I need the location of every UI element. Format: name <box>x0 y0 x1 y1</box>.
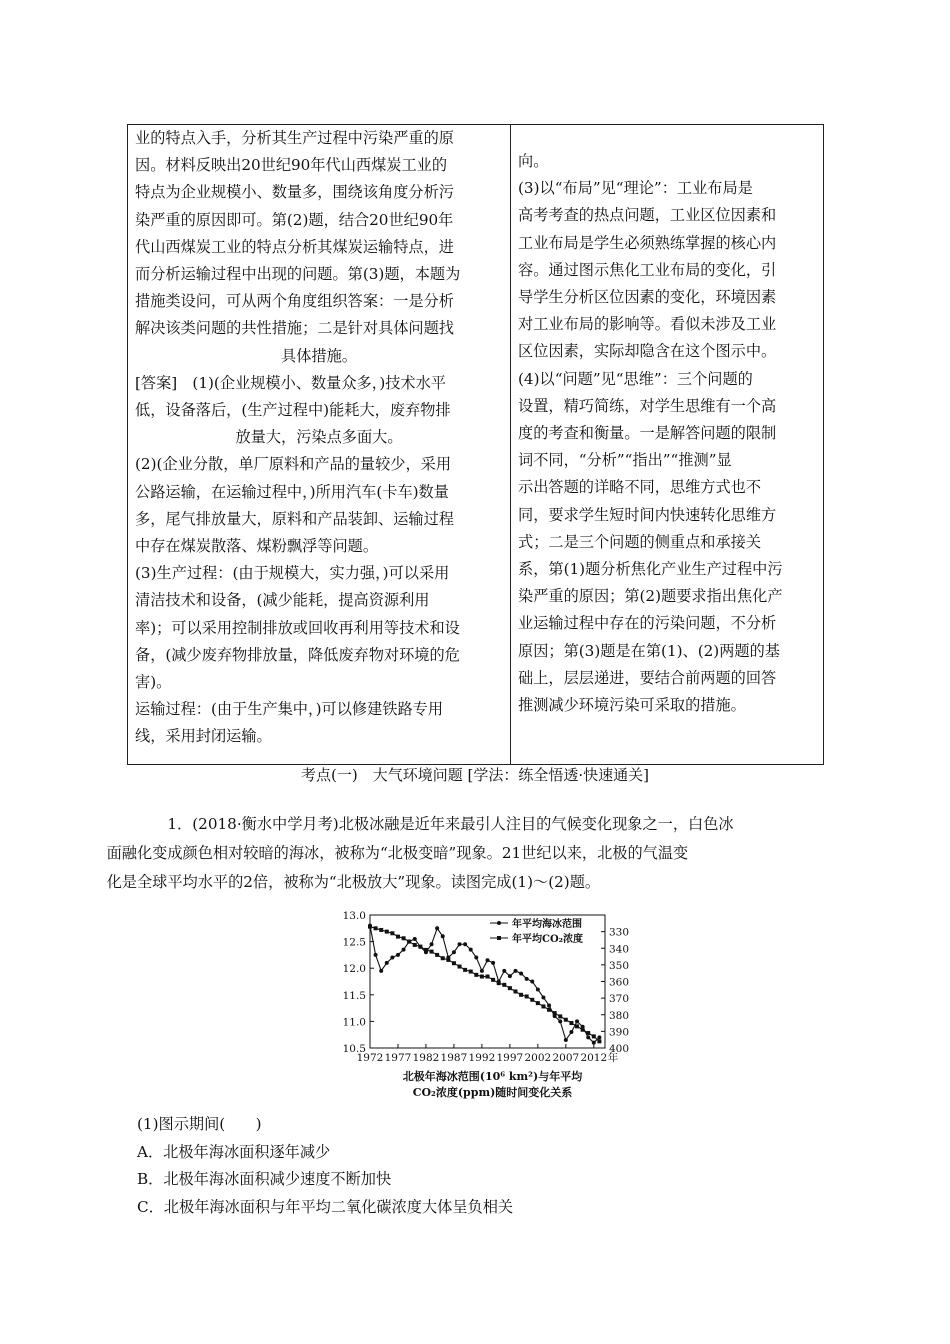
sea-ice-point <box>430 942 434 946</box>
table-left-line: 因。材料反映出20世纪90年代山西煤炭工业的 <box>135 156 448 175</box>
table-left-line: 率)；可以采用控制排放或回收再利用等技术和设 <box>135 618 460 637</box>
left-axis-tick-label: 12.5 <box>342 936 366 949</box>
co2-point <box>547 1008 551 1012</box>
table-left-line: 低，设备落后，(生产过程中)能耗大，废弃物排 <box>135 401 451 420</box>
table-right-line: 导学生分析区位因素的变化，环境因素 <box>518 288 777 307</box>
table-left-line: (2)(企业分散，单厂原料和产品的量较少，采用 <box>135 455 452 474</box>
table-right-line: 对工业布局的影响等。看似未涉及工业 <box>518 315 777 334</box>
co2-point <box>402 936 406 940</box>
sea-ice-point <box>374 953 378 957</box>
question-intro <box>106 810 827 897</box>
co2-point <box>592 1034 596 1038</box>
co2-point <box>536 1001 540 1005</box>
sea-ice-point <box>402 948 406 952</box>
co2-point <box>558 1014 562 1018</box>
table-left-line: 备，(减少废弃物排放量，降低废弃物对环境的危 <box>135 645 460 664</box>
co2-point <box>379 928 383 932</box>
table-left-column <box>128 125 511 764</box>
left-axis-tick-label: 10.5 <box>342 1043 366 1055</box>
co2-point <box>519 993 523 997</box>
table-left-line: 放量大，污染点多面大。 <box>235 428 403 447</box>
co2-point <box>463 968 467 972</box>
table-right-line: 染严重的原因；第(2)题要求指出焦化产 <box>518 587 783 606</box>
table-left-line: [答案] (1)(企业规模小、数量众多，)技术水平 <box>135 373 446 392</box>
table-right-line: 工业布局是学生必须熟练掌握的核心内 <box>518 233 777 252</box>
legend-label: 年平均海冰范围 <box>512 919 582 930</box>
table-right-line: 示出答题的详略不同，思维方式也不 <box>518 478 761 497</box>
table-left-line: 清洁技术和设备，(减少能耗，提高资源利用 <box>135 591 430 610</box>
sea-ice-point <box>435 926 439 930</box>
sea-ice-point <box>558 1019 562 1023</box>
chart-svg <box>320 905 640 1105</box>
sub-question-1: (1)图示期间( ) <box>137 1115 262 1133</box>
co2-point <box>569 1021 573 1025</box>
x-axis-tick-label: 1982 <box>412 1052 440 1064</box>
x-axis-tick-label: 1972 <box>356 1052 384 1064</box>
table-left-line: 染严重的原因即可。第(2)题，结合20世纪90年 <box>135 210 454 229</box>
table-right-line: 向。 <box>518 152 549 170</box>
x-axis-tick-label: 1987 <box>440 1052 468 1064</box>
co2-point <box>581 1028 585 1032</box>
co2-point <box>564 1018 568 1022</box>
co2-point <box>491 978 495 982</box>
co2-point <box>502 983 506 987</box>
sea-ice-point <box>530 980 534 984</box>
sea-ice-point <box>486 958 490 962</box>
sea-ice-point <box>519 972 523 976</box>
co2-point <box>497 981 501 985</box>
co2-point <box>469 970 473 974</box>
co2-point <box>441 956 445 960</box>
co2-point <box>407 940 411 944</box>
sea-ice-point <box>508 974 512 978</box>
x-axis-tick-label: 2007 <box>552 1052 580 1064</box>
table-left-line: 运输过程：(由于生产集中，)可以修建铁路专用 <box>135 700 444 719</box>
legend-marker-circle <box>497 921 501 925</box>
table-right-line: 容。通过图示焦化工业布局的变化，引 <box>518 260 777 279</box>
co2-point <box>508 986 512 990</box>
co2-point <box>424 948 428 952</box>
co2-point <box>597 1039 601 1043</box>
sea-ice-point <box>491 961 495 965</box>
right-axis-tick-label: 330 <box>609 926 630 939</box>
co2-point <box>553 1011 557 1015</box>
x-axis-tick-label: 1997 <box>496 1052 524 1064</box>
right-axis-tick-label: 370 <box>609 993 630 1006</box>
chart-caption-line-1: 北极年海冰范围(10⁶ km²)与年平均 <box>402 1070 583 1083</box>
sea-ice-point <box>396 953 400 957</box>
table-left-line: 解决该类问题的共性措施；二是针对具体问题找 <box>135 319 454 338</box>
sea-ice-point <box>458 942 462 946</box>
sea-ice-point <box>480 969 484 973</box>
question-intro-line-2: 面融化变成颜色相对较暗的海冰，被称为“北极变暗”现象。21世纪以来，北极的气温变 <box>106 844 689 862</box>
table-right-line: 础上，层层递进，要结合前两题的回答 <box>518 668 777 687</box>
x-axis-tick-label: 2002 <box>524 1052 552 1064</box>
table-right-line: 式；二是三个问题的侧重点和承接关 <box>518 532 761 551</box>
table-left-line: 措施类设问，可从两个角度组织答案：一是分析 <box>135 292 454 311</box>
co2-point <box>430 950 434 954</box>
co2-point <box>513 989 517 993</box>
right-axis-tick-label: 390 <box>609 1026 630 1039</box>
right-axis-tick-label: 340 <box>609 943 630 956</box>
sea-ice-point <box>592 1041 596 1045</box>
table-right-line: 词不同，“分析”“指出”“推测”显 <box>518 451 732 470</box>
sea-ice-point <box>525 977 529 981</box>
sea-ice-point <box>463 942 467 946</box>
table-left-line: 多，尾气排放量大，原料和产品装卸、运输过程 <box>135 509 454 528</box>
table-right-line: (4)以“问题”见“思维”：三个问题的 <box>518 369 753 388</box>
sea-ice-point <box>541 995 545 999</box>
option-a[interactable]: A．北极年海冰面积逐年减少 <box>137 1143 331 1161</box>
sea-ice-point <box>379 969 383 973</box>
sea-ice-point <box>441 934 445 938</box>
table-right-line: 推测减少环境污染可采取的措施。 <box>518 696 746 715</box>
x-axis-unit: 年 <box>607 1052 619 1064</box>
co2-point <box>390 931 394 935</box>
co2-point <box>435 953 439 957</box>
sea-ice-point <box>569 1030 573 1034</box>
question-intro-line-3: 化是全球平均水平的2倍，被称为“北极放大”现象。读图完成(1)～(2)题。 <box>106 873 601 891</box>
sea-ice-point <box>413 937 417 941</box>
left-axis-tick-label: 11.5 <box>342 989 366 1002</box>
right-axis-tick-label: 350 <box>609 959 630 972</box>
co2-point <box>474 973 478 977</box>
table-right-line: 区位因素，实际却隐含在这个图示中。 <box>518 342 777 361</box>
co2-point <box>575 1024 579 1028</box>
left-axis-tick-label: 11.0 <box>342 1016 366 1029</box>
table-left-line: 中存在煤炭散落、煤粉飘浮等问题。 <box>135 537 378 556</box>
section-title: 考点(一) 大气环境问题 [学法：练全悟透·快速通关] <box>301 766 649 784</box>
right-axis-tick-label: 360 <box>609 976 630 989</box>
right-axis-tick-label: 400 <box>609 1043 630 1055</box>
table-left-line: 特点为企业规模小、数量多，围绕该角度分析污 <box>135 183 454 202</box>
table-right-line: 高考考查的热点问题，工业区位因素和 <box>518 206 777 225</box>
explanation-table <box>127 124 824 765</box>
table-left-line: (3)生产过程：(由于规模大，实力强，)可以采用 <box>135 564 450 583</box>
table-left-line: 具体措施。 <box>281 346 357 365</box>
co2-point <box>452 961 456 965</box>
right-axis-tick-label: 380 <box>609 1009 630 1022</box>
sea-ice-point <box>586 1035 590 1039</box>
table-right-line: 设置，精巧简练，对学生思维有一个高 <box>518 396 777 415</box>
table-right-line: 原因；第(3)题是在第(1)、(2)两题的基 <box>518 641 780 660</box>
table-left-line: 害)。 <box>135 673 172 692</box>
question-intro-line-1: 1．(2018·衡水中学月考)北极冰融是近年来最引人注目的气候变化现象之一，白色冰 <box>167 815 734 833</box>
table-left-line: 代山西煤炭工业的特点分析其煤炭运输特点，进 <box>135 237 454 256</box>
table-right-line: 业运输过程中存在的污染问题，不分析 <box>518 614 777 633</box>
left-axis-tick-label: 13.0 <box>342 910 366 922</box>
sea-ice-point <box>547 1003 551 1007</box>
sea-ice-point <box>536 987 540 991</box>
legend-marker-square <box>497 936 501 940</box>
sea-ice-point <box>390 956 394 960</box>
table-right-line: 同，要求学生短时间内快速转化思维方 <box>518 505 777 524</box>
co2-point <box>396 935 400 939</box>
legend-label: 年平均CO₂浓度 <box>512 934 584 945</box>
co2-point <box>541 1004 545 1008</box>
co2-point <box>480 975 484 979</box>
co2-point <box>525 994 529 998</box>
option-b[interactable]: B．北极年海冰面积减少速度不断加快 <box>137 1170 392 1188</box>
sea-ice-point <box>385 961 389 965</box>
table-right-line: 度的考查和衡量。一是解答问题的限制 <box>518 424 777 443</box>
co2-point <box>418 945 422 949</box>
sea-ice-point <box>474 956 478 960</box>
co2-point <box>374 926 378 930</box>
option-c[interactable]: C．北极年海冰面积与年平均二氧化碳浓度大体呈负相关 <box>137 1198 514 1216</box>
table-right-line: 系，第(1)题分析焦化产业生产过程中污 <box>518 560 783 579</box>
sea-ice-point <box>502 969 506 973</box>
co2-point <box>586 1031 590 1035</box>
table-right-column <box>511 125 823 764</box>
x-axis-tick-label: 1992 <box>468 1052 496 1064</box>
co2-point <box>486 975 490 979</box>
sea-ice-co2-chart <box>320 905 640 1105</box>
sea-ice-point <box>597 1035 601 1039</box>
table-left-line: 公路运输，在运输过程中，)所用汽车(卡车)数量 <box>135 482 449 501</box>
co2-point <box>385 930 389 934</box>
co2-point <box>458 965 462 969</box>
table-left-line: 业的特点入手，分析其生产过程中污染严重的原 <box>135 129 454 147</box>
chart-caption-line-2: CO₂浓度(ppm)随时间变化关系 <box>412 1086 573 1099</box>
co2-point <box>368 925 372 929</box>
left-axis-tick-label: 12.0 <box>342 963 366 976</box>
table-left-line: 线，采用封闭运输。 <box>135 727 272 746</box>
sea-ice-point <box>469 948 473 952</box>
co2-point <box>530 998 534 1002</box>
co2-point <box>413 943 417 947</box>
sea-ice-point <box>452 950 456 954</box>
x-axis-tick-label: 1977 <box>384 1052 412 1064</box>
table-left-line: 而分析运输过程中出现的问题。第(3)题，本题为 <box>135 265 461 284</box>
sea-ice-point <box>575 1019 579 1023</box>
sea-ice-point <box>513 969 517 973</box>
sea-ice-point <box>564 1038 568 1042</box>
x-axis-tick-label: 2012 <box>580 1052 608 1064</box>
table-right-line: (3)以“布局”见“理论”：工业布局是 <box>518 179 753 198</box>
co2-point <box>446 958 450 962</box>
